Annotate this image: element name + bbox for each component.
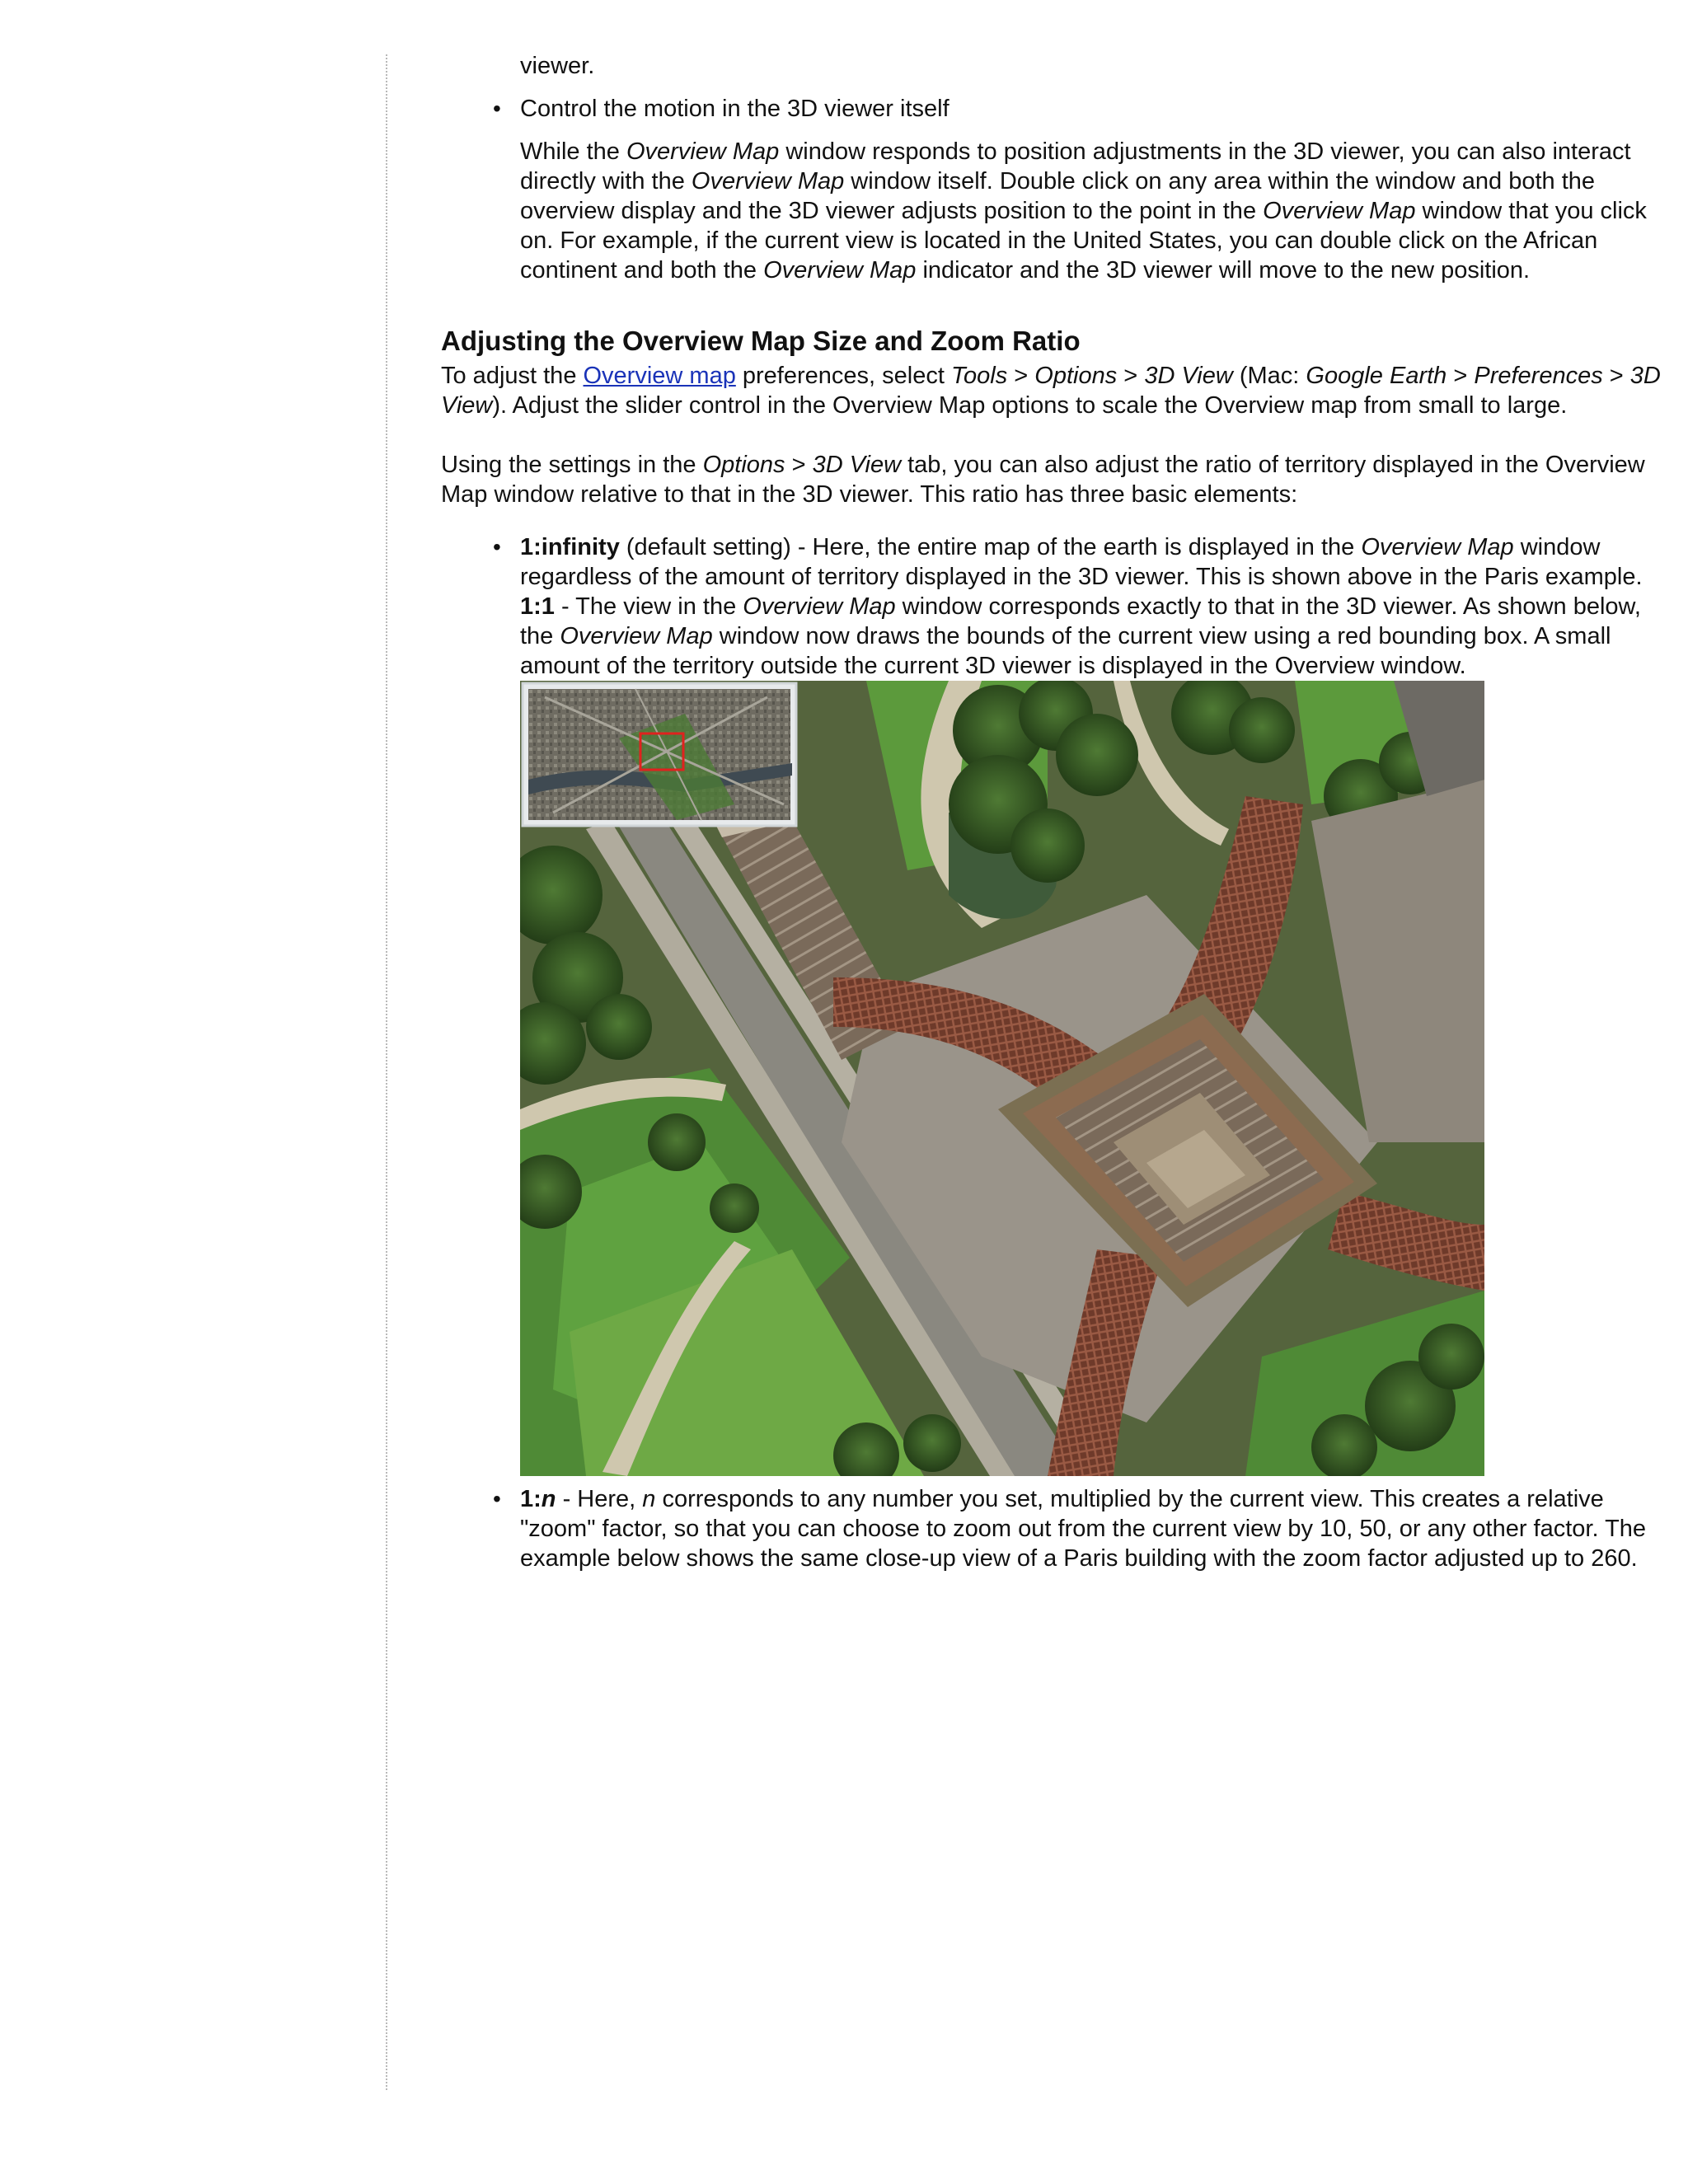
bullet-icon: • [493,1486,501,1511]
paragraph-text: While the Overview Map window responds to position adjustments in the 3D viewer, you can also interact directly with the Overview Map window itself. Double click on any area within the window and both the overview display and the 3D viewer adjusts position to the point in the Overview Map window that you click on. For example, if the current view is located in the United States, you can double click on the African continent and both the Overview Map indicator and the 3D viewer will move to the new position. [520,138,1647,284]
continuation-text: viewer. [520,53,595,79]
overview-map-paragraph [441,137,1661,285]
list-item-text: Control the motion in the 3D viewer itself [520,96,950,122]
sidebar-divider [386,54,387,2090]
list-item-ratio-infinity [441,532,1661,681]
bullet-icon: • [493,534,501,560]
section-heading: Adjusting the Overview Map Size and Zoom Ratio [441,326,1081,356]
overview-map-inset [523,683,796,826]
settings-paragraph: Using the settings in the Options > 3D View tab, you can also adjust the ratio of territory displayed in the Overview Map window relative to that in the 3D viewer. This ratio has three basic elements: [441,452,1645,508]
list-item-ratio-n [441,1484,1661,1573]
list-item-text: 1:n - Here, n corresponds to any number you set, multiplied by the current view. This creates a relative "zoom" factor, so that you can choose to zoom out from the current view by 10, 50, or any other factor. The example below shows the same close-up view of a Paris building with the zoom factor adjusted up to 260. [520,1486,1647,1572]
previous-bullet-continuation [441,51,1661,81]
aerial-view-image [520,681,1484,1476]
bullet-icon: • [493,96,501,121]
aerial-view-screenshot [520,681,1484,1476]
document-content [441,51,1661,1573]
overview-map-link[interactable]: Overview map [583,363,736,389]
adjust-paragraph: To adjust the Overview map preferences, select Tools > Options > 3D View (Mac: Google Earth > Preferences > 3D View). Adjust the slider control in the Overview Map options to scale the Overview map from small to large. [441,363,1661,419]
list-item-control-motion [441,94,1661,124]
list-item-text: 1:infinity (default setting) - Here, the entire map of the earth is displayed in the Overview Map window regardless of the amount of territory displayed in the 3D viewer. This is shown above in the Paris example. 1:1 - The view in the Overview Map window corresponds exactly to that in the 3D viewer. As shown below, the Overview Map window now draws the bounds of the current view using a red bounding box. A small amount of the territory outside the current 3D viewer is displayed in the Overview window. [520,534,1643,679]
